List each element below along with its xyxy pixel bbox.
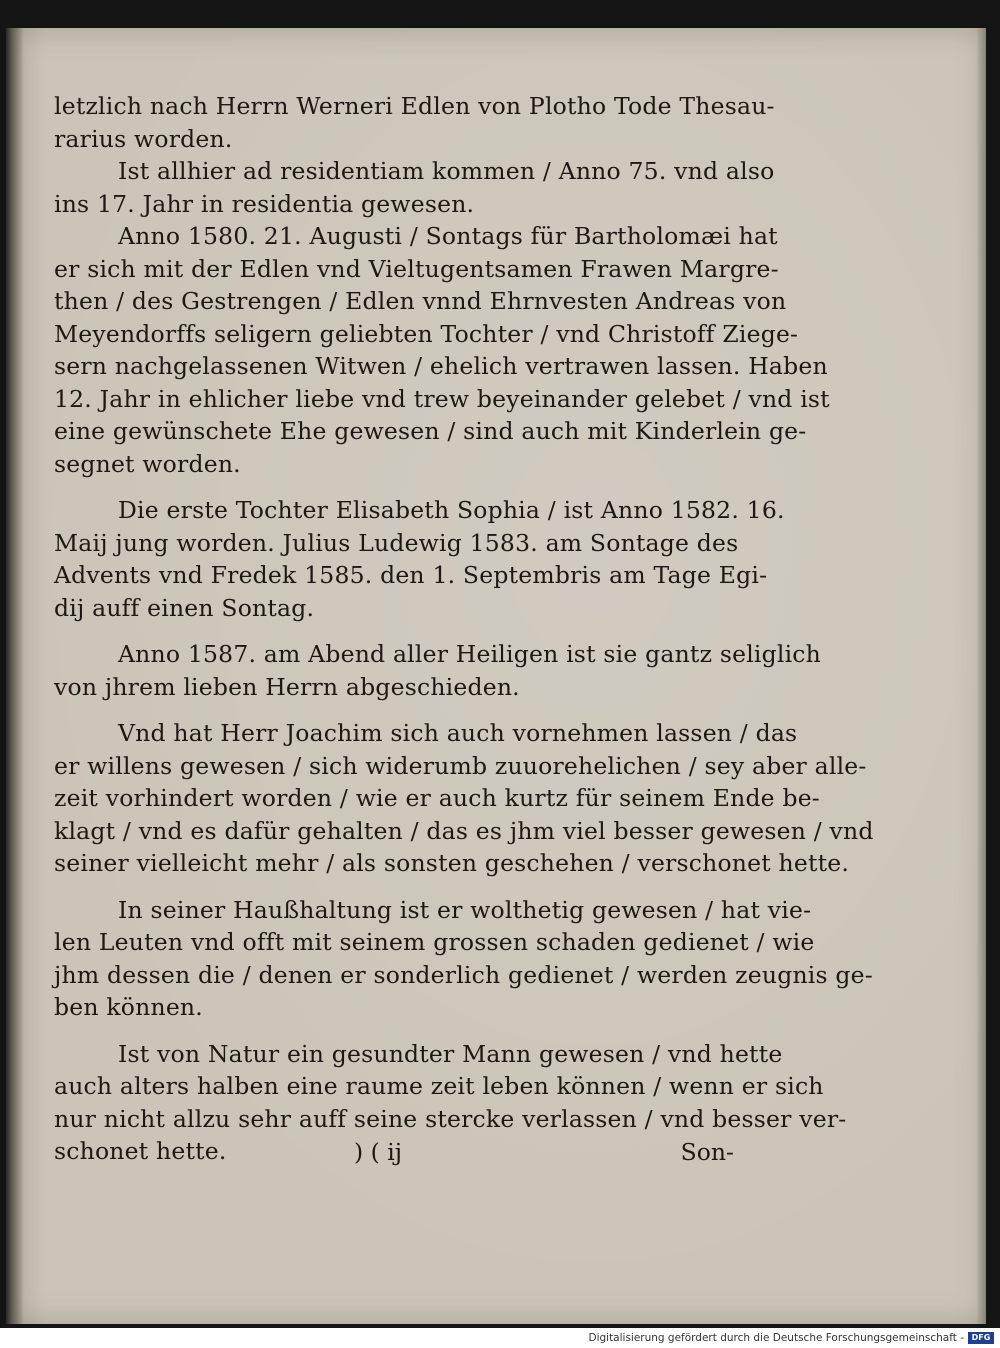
text-line: dij auff einen Sontag.	[54, 593, 315, 622]
text-line: Ist allhier ad residentiam kommen / Anno 75. vnd also	[118, 157, 775, 185]
text-line: klagt / vnd es dafür gehalten / das es jhm viel besser gewesen / vnd	[54, 816, 874, 845]
text-line: 12. Jahr in ehlicher liebe vnd trew beyeinander gelebet / vnd ist	[54, 384, 830, 413]
text-line: In seiner Haußhaltung ist er wolthetig gewesen / hat vie-	[118, 895, 812, 924]
paragraph-4	[54, 494, 785, 624]
paragraph-gap	[54, 624, 744, 638]
text-line: Die erste Tochter Elisabeth Sophia / ist Anno 1582. 16.	[118, 496, 785, 524]
text-line: Ist von Natur ein gesundter Mann gewesen / vnd hette	[118, 1039, 783, 1068]
text-line: Advents vnd Fredek 1585. den 1. Septembris am Tage Egi-	[54, 561, 768, 589]
text-line: jhm dessen die / denen er sonderlich gedienet / werden zeugnis ge-	[54, 960, 873, 989]
text-line: len Leuten vnd offt mit seinem grossen schaden gedienet / wie	[54, 928, 815, 956]
digitization-credit-bar	[0, 1328, 1000, 1348]
paragraph-3	[54, 220, 830, 480]
dfg-logo[interactable]: DFG	[968, 1332, 994, 1344]
text-line: ben können.	[54, 993, 203, 1021]
text-line: seiner vielleicht mehr / als sonsten geschehen / verschonet hette.	[54, 849, 850, 877]
paragraph-5	[54, 638, 821, 703]
text-line: segnet worden.	[54, 449, 241, 478]
text-line: Vnd hat Herr Joachim sich auch vornehmen lassen / das	[118, 719, 798, 747]
text-line: nur nicht allzu sehr auff seine stercke verlassen / vnd besser ver-	[54, 1104, 847, 1133]
text-line: schonet hette.	[54, 1137, 227, 1165]
text-line: sern nachgelassenen Witwen / ehelich vertrawen lassen. Haben	[54, 352, 828, 380]
text-line: then / des Gestrengen / Edlen vnnd Ehrnvesten Andreas von	[54, 287, 787, 315]
text-line: Meyendorffs seligern geliebten Tochter / vnd Christoff Ziege-	[54, 319, 799, 348]
text-line: Maij jung worden. Julius Ludewig 1583. am Sontage des	[54, 528, 739, 557]
text-line: eine gewünschete Ehe gewesen / sind auch mit Kinderlein ge-	[54, 417, 807, 445]
page-gutter-shadow	[6, 28, 24, 1324]
text-line: von jhrem lieben Herrn abgeschieden.	[54, 672, 520, 701]
text-line: Anno 1587. am Abend aller Heiligen ist sie gantz seliglich	[118, 640, 821, 668]
text-line: ins 17. Jahr in residentia gewesen.	[54, 189, 475, 218]
page-text	[54, 90, 874, 1168]
page-footer	[54, 1138, 744, 1172]
page-edge-shadow	[976, 28, 986, 1324]
text-line: letzlich nach Herrn Werneri Edlen von Plotho Tode Thesau-	[54, 92, 775, 120]
paragraph-1	[54, 90, 775, 155]
text-line: auch alters halben eine raume zeit leben können / wenn er sich	[54, 1072, 824, 1100]
text-line: er willens gewesen / sich widerumb zuuorehelichen / sey aber alle-	[54, 751, 867, 780]
paragraph-6	[54, 717, 874, 880]
text-line: rarius worden.	[54, 124, 233, 153]
book-page	[6, 28, 986, 1324]
paragraph-7	[54, 894, 873, 1024]
signature-mark: ) ( ij	[354, 1138, 403, 1166]
paragraph-gap	[54, 880, 744, 894]
catchword: Son-	[680, 1138, 734, 1166]
text-line: Anno 1580. 21. Augusti / Sontags für Bartholomæi hat	[118, 222, 778, 250]
paragraph-gap	[54, 703, 744, 717]
credit-text: Digitalisierung gefördert durch die Deutsche Forschungsgemeinschaft -	[588, 1332, 964, 1344]
paragraph-2	[54, 155, 775, 220]
paragraph-gap	[54, 480, 744, 494]
text-line: er sich mit der Edlen vnd Vieltugentsamen Frawen Margre-	[54, 254, 779, 283]
paragraph-gap	[54, 1024, 744, 1038]
text-line: zeit vorhindert worden / wie er auch kurtz für seinem Ende be-	[54, 784, 820, 812]
